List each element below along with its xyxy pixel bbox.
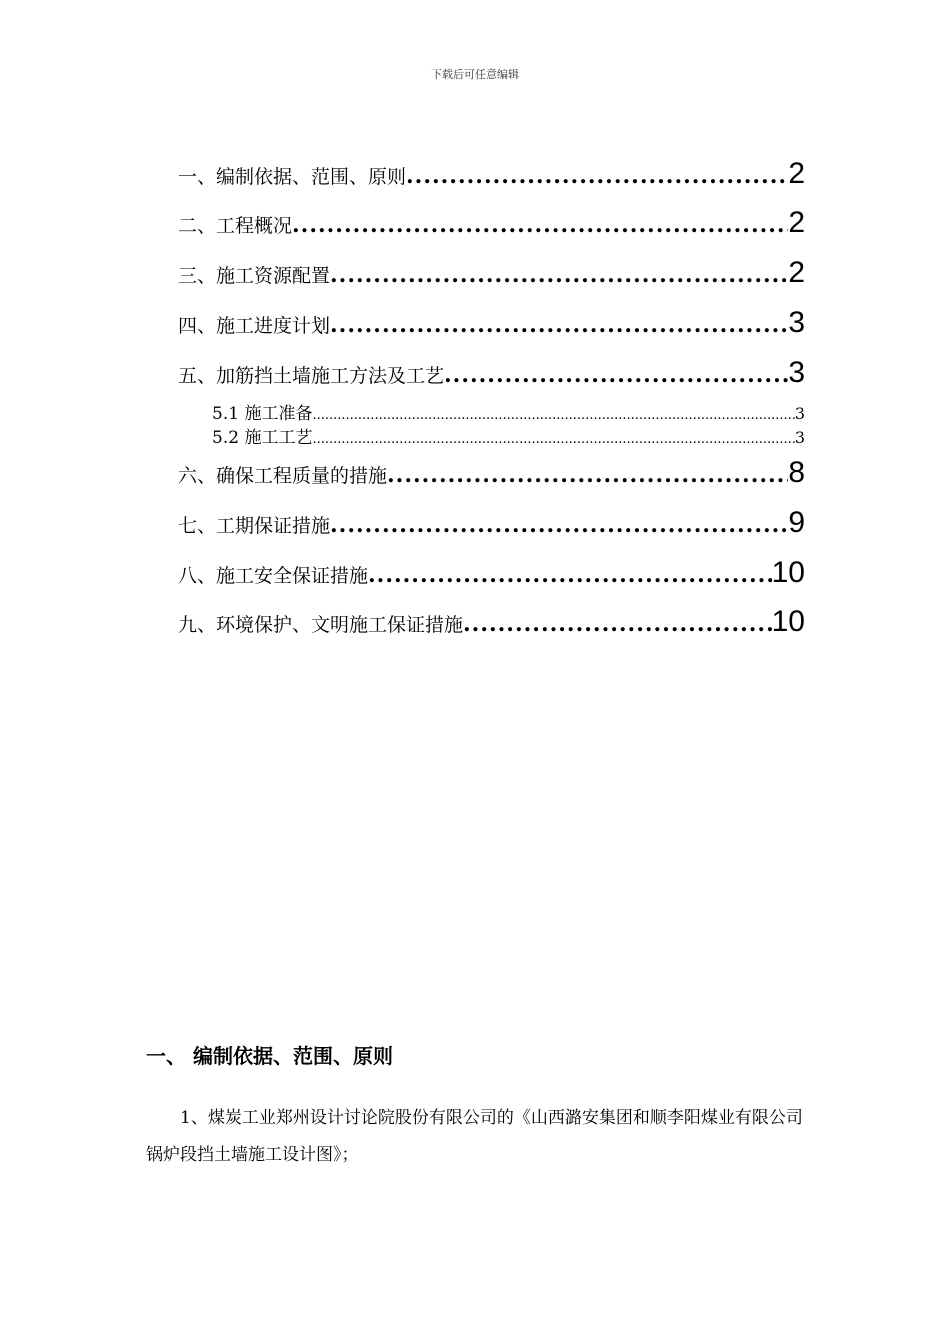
toc-page-number: 9: [788, 506, 805, 539]
toc-page-number: 3: [788, 306, 805, 339]
toc-entry-label: 六、确保工程质量的措施: [178, 465, 388, 487]
toc-leader-dots: [387, 464, 788, 486]
page-header: 下载后可任意编辑: [431, 68, 519, 81]
toc-leader-dots: [444, 364, 788, 386]
toc-page-number: 10: [771, 605, 805, 638]
toc-entry-label: 五、加筋挡土墙施工方法及工艺: [178, 365, 445, 387]
toc-entry-label: 5.2 施工工艺: [212, 428, 313, 448]
toc-entry[interactable]: [178, 556, 805, 590]
toc-entry[interactable]: [178, 506, 805, 540]
toc-leader-dots: [368, 564, 772, 586]
toc-leader-dots: [330, 264, 788, 286]
toc-entry[interactable]: [178, 157, 805, 191]
toc-entry[interactable]: [178, 605, 805, 639]
toc-leader-dots: [463, 613, 772, 635]
toc-entry[interactable]: [178, 256, 805, 290]
toc-subentry[interactable]: [212, 399, 805, 424]
toc-leader-dots: [330, 314, 788, 336]
toc-page-number: 3: [794, 428, 805, 447]
toc-page-number: 3: [788, 356, 805, 389]
section-heading: 一、 编制依据、范围、原则: [146, 1044, 393, 1068]
body-paragraph: 1、煤炭工业郑州设计讨论院股份有限公司的《山西潞安集团和顺李阳煤业有限公司锅炉段挡土墙施工设计图》；: [146, 1108, 803, 1165]
toc-entry-label: 八、施工安全保证措施: [178, 565, 369, 587]
toc-entry[interactable]: [178, 306, 805, 340]
toc-entry-label: 5.1 施工准备: [212, 404, 313, 424]
toc-leader-dots: [292, 214, 788, 236]
toc-entry[interactable]: [178, 206, 805, 240]
toc-entry-label: 七、工期保证措施: [178, 515, 331, 537]
toc-entry-label: 一、编制依据、范围、原则: [178, 166, 407, 188]
toc-page-number: 3: [794, 404, 805, 423]
toc-entry-label: 四、施工进度计划: [178, 315, 331, 337]
toc-entry[interactable]: [178, 356, 805, 390]
toc-leader-dots: [330, 514, 788, 536]
toc-entry-label: 九、环境保护、文明施工保证措施: [178, 614, 464, 636]
toc-entry[interactable]: [178, 456, 805, 490]
toc-entry-label: 二、工程概况: [178, 215, 293, 237]
toc-page-number: 2: [788, 206, 805, 239]
toc-page-number: 10: [771, 556, 805, 589]
toc-leader-dots: [312, 409, 794, 422]
toc-page-number: 8: [788, 456, 805, 489]
toc-leader-dots: [312, 433, 794, 446]
toc-page-number: 2: [788, 256, 805, 289]
toc-entry-label: 三、施工资源配置: [178, 265, 331, 287]
toc-subentry[interactable]: [212, 423, 805, 448]
toc-page-number: 2: [788, 157, 805, 190]
toc-leader-dots: [406, 165, 788, 187]
